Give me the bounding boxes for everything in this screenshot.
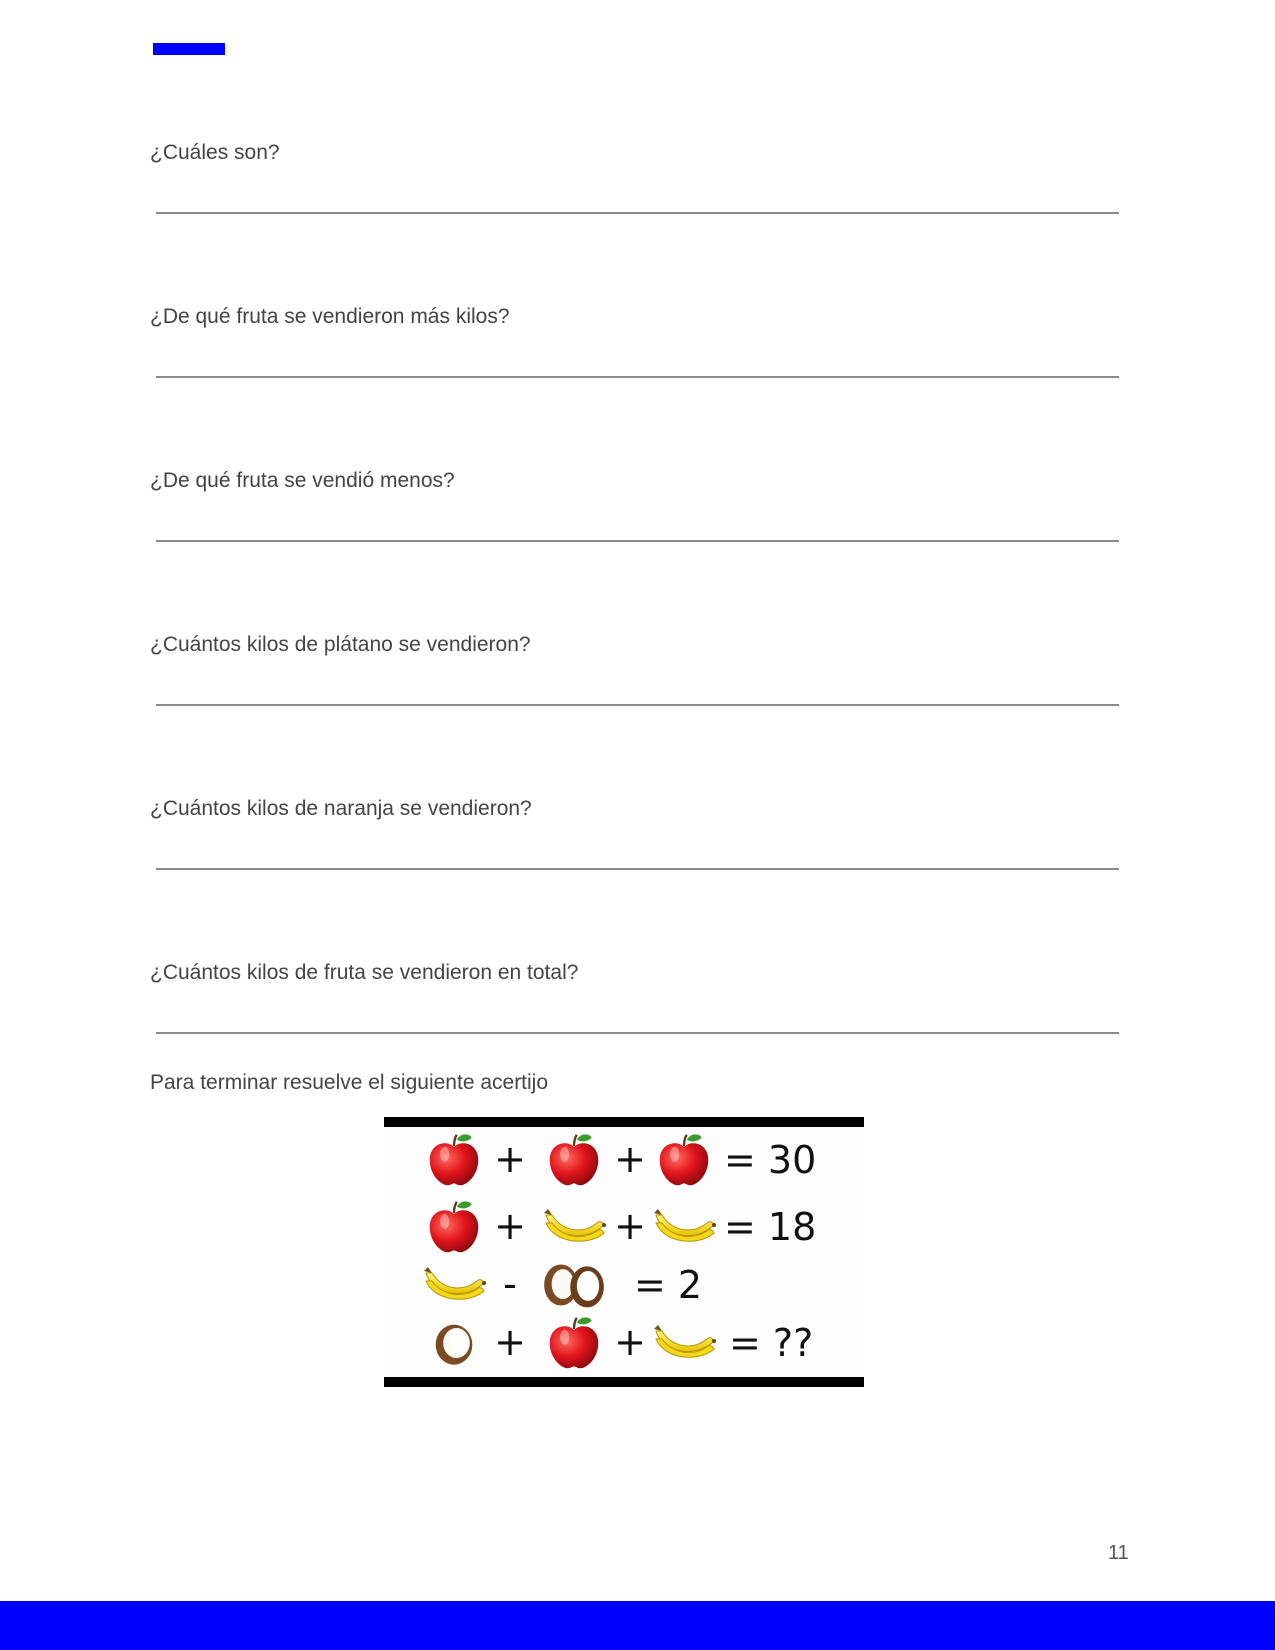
- puzzle-result: = ??: [729, 1321, 814, 1365]
- question-6: ¿Cuántos kilos de fruta se vendieron en total?: [150, 961, 579, 984]
- puzzle-operator: +: [494, 1204, 526, 1248]
- answer-line-1[interactable]: [156, 212, 1119, 214]
- banana-icon: [544, 1209, 606, 1241]
- banana-icon: [654, 1209, 716, 1241]
- question-2: ¿De qué fruta se vendieron más kilos?: [150, 305, 510, 328]
- apple-icon: [660, 1134, 709, 1185]
- answer-line-2[interactable]: [156, 376, 1119, 378]
- question-3: ¿De qué fruta se vendió menos?: [150, 469, 455, 492]
- puzzle-operator: +: [614, 1137, 646, 1181]
- answer-line-3[interactable]: [156, 540, 1119, 542]
- coconut-half-icon: [436, 1325, 473, 1365]
- puzzle-result: = 2: [634, 1263, 703, 1307]
- coconut-pair-icon: [544, 1264, 604, 1307]
- puzzle-operator: -: [503, 1262, 517, 1306]
- puzzle-result: = 30: [724, 1138, 817, 1182]
- puzzle-intro: Para terminar resuelve el siguiente acertijo: [150, 1071, 549, 1094]
- puzzle-top-border: [384, 1117, 864, 1127]
- question-4: ¿Cuántos kilos de plátano se vendieron?: [150, 633, 531, 656]
- apple-icon: [550, 1134, 599, 1185]
- answer-line-4[interactable]: [156, 704, 1119, 706]
- banana-icon: [424, 1267, 486, 1299]
- footer-accent-bar: [0, 1601, 1275, 1650]
- question-1: ¿Cuáles son?: [150, 141, 280, 164]
- apple-icon: [550, 1317, 599, 1368]
- header-accent-bar: [153, 43, 225, 55]
- puzzle-operator: +: [614, 1320, 646, 1364]
- puzzle-operator: +: [494, 1137, 526, 1181]
- page-number: 11: [1108, 1542, 1129, 1564]
- answer-line-5[interactable]: [156, 868, 1119, 870]
- puzzle-operator: +: [614, 1204, 646, 1248]
- question-5: ¿Cuántos kilos de naranja se vendieron?: [150, 797, 532, 820]
- puzzle-operator: +: [494, 1320, 526, 1364]
- apple-icon: [430, 1134, 479, 1185]
- fruit-puzzle-image: [384, 1117, 864, 1387]
- puzzle-bottom-border: [384, 1377, 864, 1387]
- puzzle-result: = 18: [724, 1205, 817, 1249]
- banana-icon: [654, 1325, 716, 1357]
- answer-line-6[interactable]: [156, 1032, 1119, 1034]
- apple-icon: [430, 1201, 479, 1252]
